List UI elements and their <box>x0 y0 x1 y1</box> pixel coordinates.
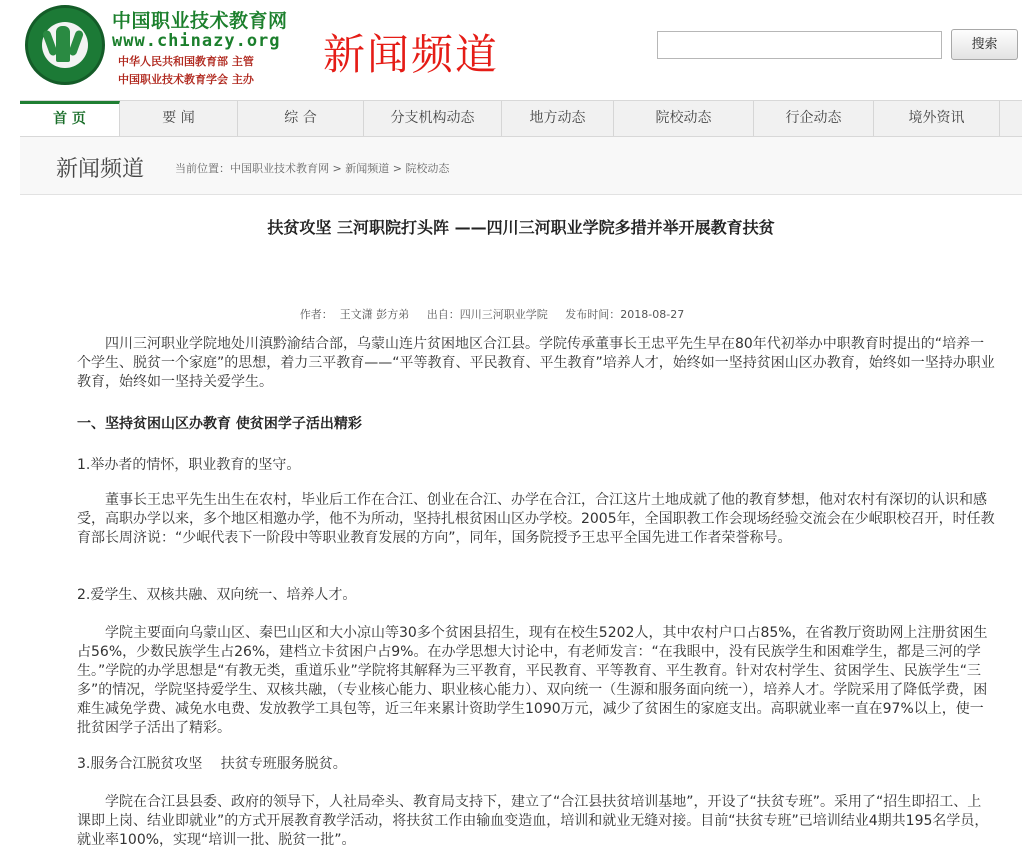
article-paragraph: 董事长王忠平先生出生在农村，毕业后工作在合江、创业在合江、办学在合江，合江这片土地成就了他的教育梦想，他对农村有深切的认识和感受，高职办学以来，多个地区相邀办学，他不为所动，坚持扎根贫困山区办学校。2005年，全国职教工作会现场经验交流会在少岷职校召开，时任教育部长周济说：“少岷代表下一阶段中等职业教育发展的方向”，同年，国务院授予王忠平全国先进工作者荣誉称号。 <box>77 492 995 546</box>
breadcrumb-link-news[interactable]: 新闻频道 <box>345 162 390 175</box>
article-subheading: 3.服务合江脱贫攻坚 扶贫专班服务脱贫。 <box>77 756 347 772</box>
nav-item-schools[interactable]: 院校动态 <box>614 101 754 136</box>
logo-hand-icon <box>56 26 70 62</box>
date-label: 发布时间： <box>565 308 621 321</box>
article-section-heading: 一、坚持贫困山区办教育 使贫困学子活出精彩 <box>77 416 362 432</box>
article-subheading: 1.举办者的情怀，职业教育的坚守。 <box>77 457 301 473</box>
sponsor-line-2: 中国职业技术教育学会 主办 <box>118 73 254 86</box>
article-paragraph: 四川三河职业学院地处川滇黔渝结合部，乌蒙山连片贫困地区合江县。学院传承董事长王忠平先生早在80年代初举办中职教育时提出的“培养一个学生、脱贫一个家庭”的思想，着力三平教育——“平等教育、平民教育、平生教育”培养人才，始终如一坚持贫困山区办教育，始终如一坚持办职业教育，始终如一坚持关爱学生。 <box>77 336 995 390</box>
breadcrumb-link-schools[interactable]: 院校动态 <box>405 162 450 175</box>
breadcrumb-prefix: 当前位置： <box>175 162 230 175</box>
section-title: 新闻频道 <box>56 157 145 182</box>
author-value: 王文潇 彭方弟 <box>339 308 410 321</box>
nav-item-industry[interactable]: 行企动态 <box>754 101 874 136</box>
date-field <box>565 308 684 321</box>
site-logo-emblem[interactable] <box>25 5 105 85</box>
nav-item-branches[interactable]: 分支机构动态 <box>364 101 502 136</box>
source-label: 出自： <box>426 308 460 321</box>
site-url[interactable]: www.chinazy.org <box>112 31 281 51</box>
date-value: 2018-08-27 <box>620 308 685 321</box>
search-input[interactable] <box>657 31 942 59</box>
nav-item-general[interactable]: 综 合 <box>238 101 364 136</box>
nav-item-overseas[interactable]: 境外资讯 <box>874 101 1000 136</box>
search-button[interactable]: 搜索 <box>951 29 1018 60</box>
author-label: 作者： <box>299 308 333 321</box>
site-name[interactable]: 中国职业技术教育网 <box>112 10 288 32</box>
breadcrumb <box>175 160 449 176</box>
site-header <box>0 0 1022 100</box>
channel-title: 新闻频道 <box>323 30 500 79</box>
nav-item-headlines[interactable]: 要 闻 <box>120 101 238 136</box>
source-field <box>427 308 548 321</box>
article-paragraph: 学院在合江县县委、政府的领导下，人社局牵头、教育局支持下，建立了“合江县扶贫培训基地”，开设了“扶贫专班”。采用了“招生即招工、上课即上岗、结业即就业”的方式开展教育教学活动，将扶贫工作由输血变造血，培训和就业无缝对接。目前“扶贫专班”已培训结业4期共195名学员，就业率100%，实现“培训一批、脱贫一批”。 <box>77 794 989 848</box>
article-subheading: 2.爱学生、双核共融、双向统一、培养人才。 <box>77 587 357 603</box>
breadcrumb-bar <box>20 137 1022 195</box>
author-field <box>293 308 410 321</box>
article-title: 扶贫攻坚 三河职院打头阵 ——四川三河职业学院多措并举开展教育扶贫 <box>267 218 775 237</box>
sponsor-line-1: 中华人民共和国教育部 主管 <box>118 55 254 68</box>
breadcrumb-separator: > <box>389 162 406 175</box>
source-value: 四川三河职业学院 <box>459 308 548 321</box>
nav-item-home[interactable]: 首 页 <box>20 101 120 136</box>
breadcrumb-separator: > <box>329 162 346 175</box>
article-meta <box>0 306 977 322</box>
breadcrumb-link-home[interactable]: 中国职业技术教育网 <box>230 162 329 175</box>
article-paragraph: 学院主要面向乌蒙山区、秦巴山区和大小凉山等30多个贫困县招生，现有在校生5202人，其中农村户口占85%，在省教厅资助网上注册贫困生占56%，少数民族学生占26%，建档立卡贫困户占9%。在办学思想大讨论中，有老师发言：“在我眼中，没有民族学生和困难学生，都是三河的学生。”学院的办学思想是“有教无类，重道乐业”学院将其解释为三平教育，平民教育、平等教育、平生教育。针对农村学生、贫困学生、民族学生“三多”的情况，学院坚持爱学生、双核共融，（专业核心能力、职业核心能力）、双向统一（生源和服务面向统一），培养人才。学院采用了降低学费，困难生减免学费、减免水电费、发放教学工具包等，近三年来累计资助学生1090万元，减少了贫困生的家庭支出。高职就业率一直在97%以上，使一批贫困学子活出了精彩。 <box>77 625 988 736</box>
nav-item-local[interactable]: 地方动态 <box>502 101 614 136</box>
main-nav <box>20 100 1022 137</box>
